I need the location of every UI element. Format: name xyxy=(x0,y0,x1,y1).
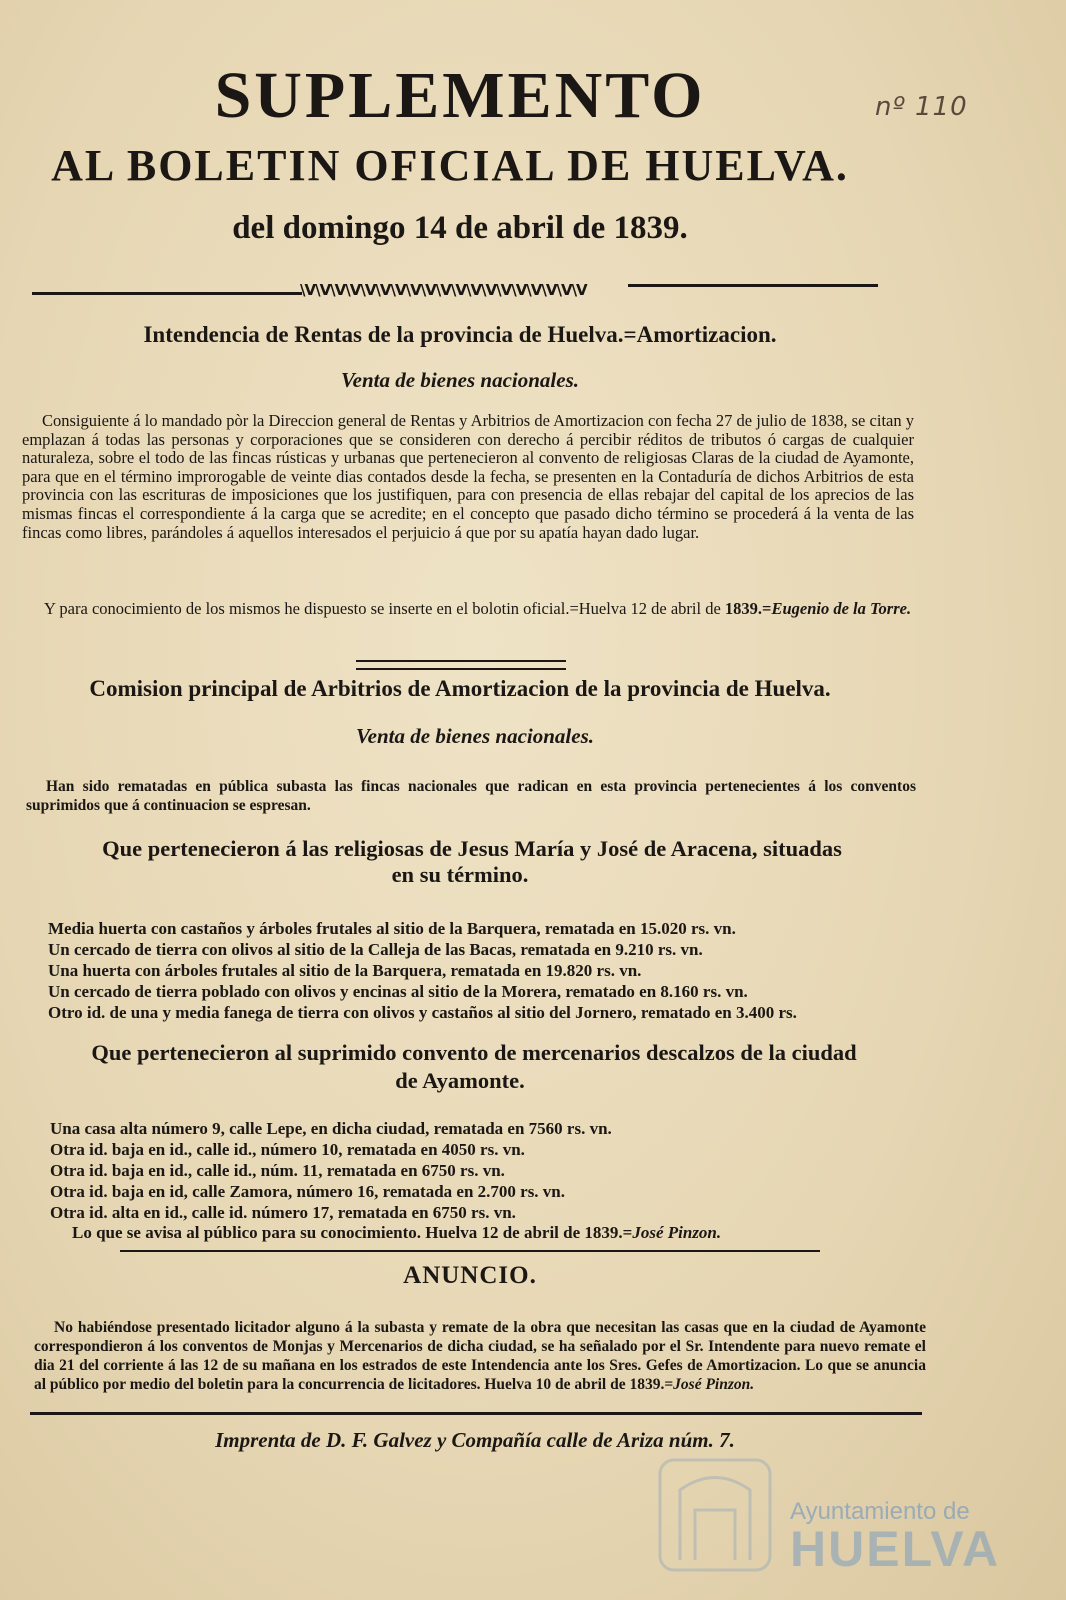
document-title: SUPLEMENTO xyxy=(214,59,706,132)
handwritten-number-note: nº 110 xyxy=(875,92,968,122)
group2-item-5: Otra id. alta en id., calle id. número 17, rematada en 6750 rs. vn. xyxy=(50,1203,516,1222)
section1-closing-year: 1839.= xyxy=(724,599,772,618)
group2-heading-line2: de Ayamonte. xyxy=(395,1068,525,1093)
group2-item-4: Otra id. baja en id, calle Zamora, número 16, rematada en 2.700 rs. vn. xyxy=(50,1182,566,1201)
group2-item-1: Una casa alta número 9, calle Lepe, en dicha ciudad, rematada en 7560 rs. vn. xyxy=(50,1119,612,1138)
header-rule-left xyxy=(32,292,302,295)
section2-subheading: Venta de bienes nacionales. xyxy=(355,724,594,748)
section2-closing-text: Lo que se avisa al público para su conocimiento. Huelva 12 de abril de 1839.= xyxy=(72,1223,633,1242)
anuncio-text: No habiéndose presentado licitador alguno á la subasta y remate de la obra que necesitan las casas que en la ciudad de Ayamonte correspondieron á los conventos de Monjas y Mercenarios de dicha ciudad, se ha señalado por el Sr. Intendente para nuevo remate el dia 21 del corriente á las 12 de su mañana en los estrados de este Intendencia ante los Sres. Gefes de Amortizacion. Lo que se anuncia al público por medio del boletin para la concurrencia de licitadores. Huelva 10 de abril de 1839.= xyxy=(34,1319,926,1393)
document-subtitle: AL BOLETIN OFICIAL DE HUELVA. xyxy=(51,141,849,190)
anuncio-signature: José Pinzon. xyxy=(673,1376,755,1393)
footer-rule xyxy=(30,1412,922,1415)
group2-heading-line1: Que pertenecieron al suprimido convento de mercenarios descalzos de la ciudad xyxy=(91,1040,857,1065)
section1-subheading: Venta de bienes nacionales. xyxy=(340,368,579,392)
header-rule-right xyxy=(628,284,878,287)
section1-paragraph: Consiguiente á lo mandado pòr la Direccion general de Rentas y Arbitrios de Amortizacion con fecha 27 de julio de 1838, se citan y emplazan á todas las personas y corporaciones que se consideren con derecho á percibir réditos de tributos ó cargas de cualquier naturaleza, sobre el todo de las fincas rústicas y urbanas que pertenecieron al convento de religiosas Claras de la ciudad de Ayamonte, para que en el término improrogable de veinte dias contados desde la fecha, se presenten en la Contaduría de dichos Arbitrios de esta provincia con las escrituras de imposiciones que los justifiquen, para con presencia de ellas rebajar del capital de los aprecios de las mismas fincas el correspondiente á la carga que se acredite; en el concepto que pasado dicho término se procederá á la venta de las fincas como libres, parándoles á aquellos interesados el perjuicio á que por su apatía hayan dado lugar. xyxy=(22,411,914,542)
anuncio-heading: ANUNCIO. xyxy=(403,1262,537,1289)
group2-item-3: Otra id. baja en id., calle id., núm. 11, rematada en 6750 rs. vn. xyxy=(50,1161,505,1180)
section2-intro: Han sido rematadas en pública subasta las fincas nacionales que radican en esta provincia pertenecientes á los conventos suprimidos que á continuacion se espresan. xyxy=(26,778,916,814)
group1-heading-line1: Que pertenecieron á las religiosas de Jesus María y José de Aracena, situadas xyxy=(102,836,842,861)
watermark-line1: Ayuntamiento de xyxy=(790,1498,970,1525)
group1-item-3: Una huerta con árboles frutales al sitio de la Barquera, rematada en 19.820 rs. vn. xyxy=(48,961,642,980)
group1-item-5: Otro id. de una y media fanega de tierra con olivos y castaños al sitio del Jornero, rematado en 3.400 rs. xyxy=(48,1003,797,1022)
section-divider-2 xyxy=(120,1250,820,1252)
anuncio-paragraph xyxy=(34,1318,926,1394)
section1-signature: Eugenio de la Torre. xyxy=(771,599,912,618)
header-ornament: \V\V\V\V\V\V\V\V\V\V\V\V\V\V\V\V\V\V\V xyxy=(300,281,587,299)
watermark-line2: HUELVA xyxy=(790,1521,1001,1577)
document-dateline: del domingo 14 de abril de 1839. xyxy=(232,210,688,246)
section-divider-1 xyxy=(356,660,566,670)
section2-closing xyxy=(72,1222,721,1243)
group1-item-2: Un cercado de tierra con olivos al sitio de la Calleja de las Bacas, rematada en 9.210 rs. vn. xyxy=(48,940,703,959)
group2-item-2: Otra id. baja en id., calle id., número 10, rematada en 4050 rs. vn. xyxy=(50,1140,525,1159)
footer-imprint: Imprenta de D. F. Galvez y Compañía calle de Ariza núm. 7. xyxy=(215,1428,735,1452)
group1-item-4: Un cercado de tierra poblado con olivos y encinas al sitio de la Morera, rematado en 8.160 rs. vn. xyxy=(48,982,748,1001)
group1-list xyxy=(48,918,797,1023)
section1-heading: Intendencia de Rentas de la provincia de Huelva.=Amortizacion. xyxy=(143,322,777,347)
section1-closing-text: Y para conocimiento de los mismos he dispuesto se inserte en el bolotin oficial.=Huelva 12 de abril de xyxy=(44,599,721,618)
section2-heading: Comision principal de Arbitrios de Amortizacion de la provincia de Huelva. xyxy=(89,676,831,701)
group2-list xyxy=(50,1118,612,1223)
section2-signature: José Pinzon. xyxy=(632,1223,722,1242)
section1-closing xyxy=(22,600,914,619)
group1-heading-line2: en su término. xyxy=(391,862,529,887)
group1-item-1: Media huerta con castaños y árboles frutales al sitio de la Barquera, rematada en 15.020 rs. vn. xyxy=(48,919,736,938)
